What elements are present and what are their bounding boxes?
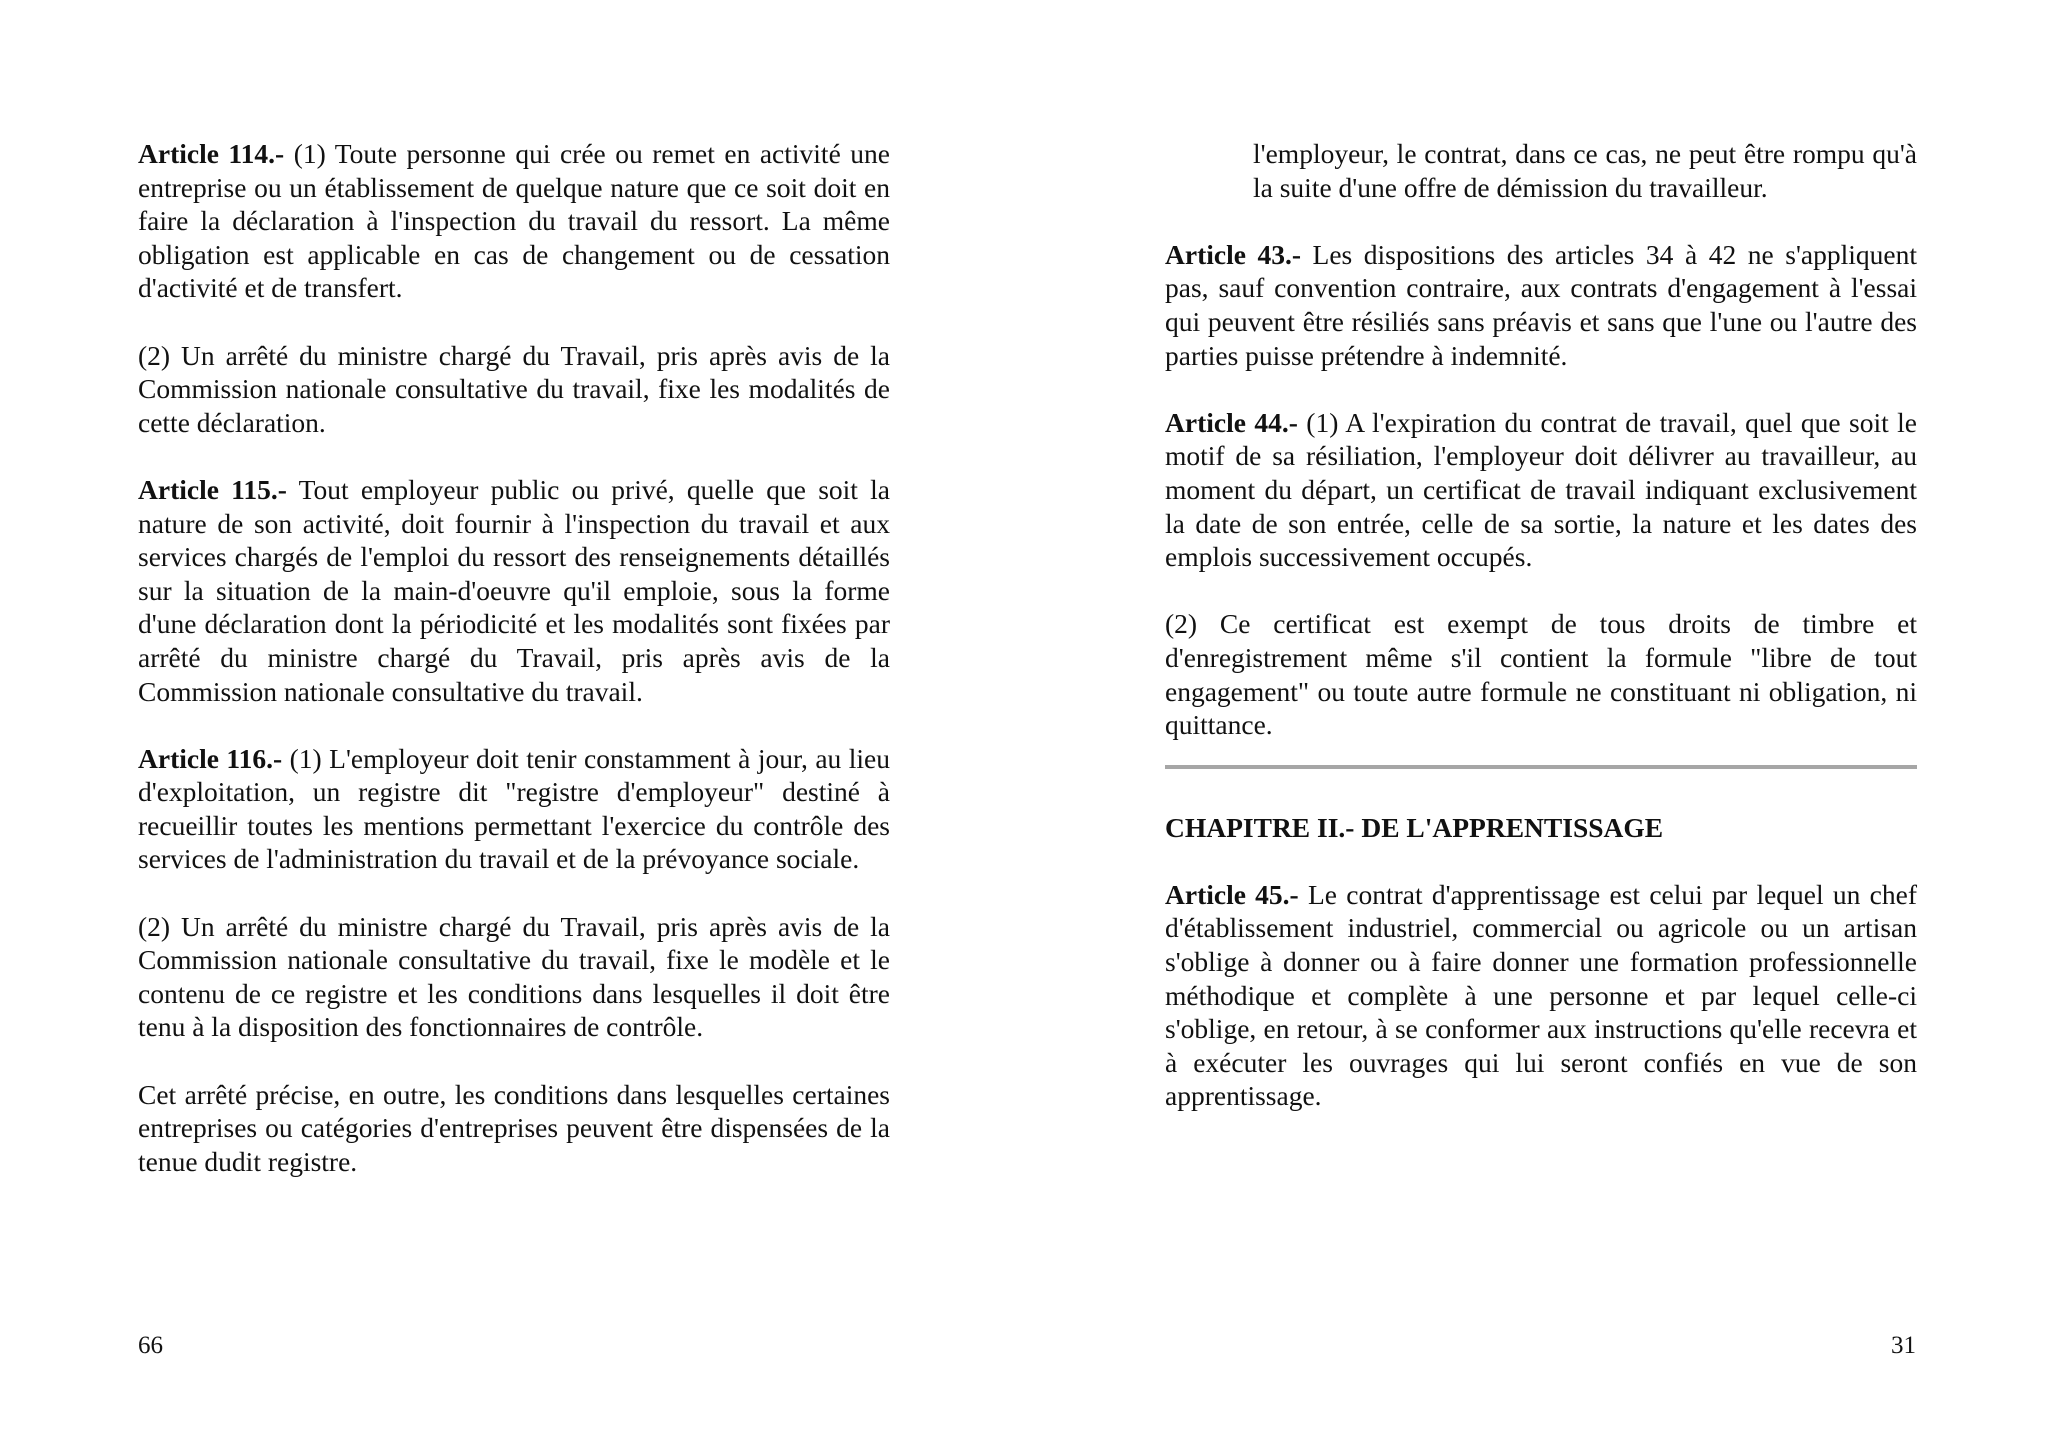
right-page	[1024, 0, 2048, 1447]
left-page-number: 66	[138, 1332, 163, 1359]
article-116-paragraph-3	[138, 1078, 890, 1179]
article-45-paragraph	[1165, 878, 1917, 1113]
article-44-paragraph-2	[1165, 607, 1917, 741]
article-115-paragraph	[138, 473, 890, 708]
article-115-paragraph-text: Tout employeur public ou privé, quelle que soit la nature de son activité, doit fournir à l'inspection du travail et aux services chargés de l'emploi du ressort des renseignements détaillés sur la situation de la main-d'oeuvre qu'il emploie, sous la forme d'une déclaration dont la périodicité et les modalités sont fixées par arrêté du ministre chargé du Travail, pris après avis de la Commission nationale consultative du travail.	[138, 473, 890, 707]
article-43-paragraph	[1165, 238, 1917, 372]
article-116-paragraph-2-text: (2) Un arrêté du ministre chargé du Travail, pris après avis de la Commission nationale consultative du travail, fixe le modèle et le contenu de ce registre et les conditions dans lesquelles il doit être tenu à la disposition des fonctionnaires de contrôle.	[138, 910, 890, 1043]
article-116-heading: Article 116.-	[138, 742, 283, 774]
article-44-heading: Article 44.-	[1165, 406, 1298, 438]
article-115-heading: Article 115.-	[138, 473, 287, 505]
article-44-paragraph-1	[1165, 406, 1917, 574]
article-114-heading: Article 114.-	[138, 138, 285, 169]
article-114-paragraph-1	[138, 137, 890, 305]
article-116-paragraph-1-text: (1) L'employeur doit tenir constamment à jour, au lieu d'exploitation, un registre dit "registre d'employeur" destiné à recueillir toutes les mentions permettant l'exercice du contrôle des services de l'administration du travail et de la prévoyance sociale.	[138, 742, 890, 875]
article-45-paragraph-text: Le contrat d'apprentissage est celui par lequel un chef d'établissement industriel, commercial ou agricole ou un artisan s'oblige à donner ou à faire donner une formation professionnelle méthodique et complète à une personne et par lequel celle-ci s'oblige, en retour, à se conformer aux instructions qu'elle recevra et à exécuter les ouvrages qui lui seront confiés en vue de son apprentissage.	[1165, 878, 1917, 1112]
article-116-paragraph-1	[138, 742, 890, 876]
article-114-paragraph-1-text: (1) Toute personne qui crée ou remet en activité une entreprise ou un établissement de quelque nature que ce soit doit en faire la déclaration à l'inspection du travail du ressort. La même obligation est applicable en cas de changement ou de cessation d'activité et de transfert.	[138, 138, 891, 304]
article-43-heading: Article 43.-	[1165, 238, 1301, 270]
continued-paragraph: l'employeur, le contrat, dans ce cas, ne peut être rompu qu'à la suite d'une offre de démission du travailleur.	[1253, 138, 1917, 203]
right-page-text-column	[1165, 137, 1917, 1147]
article-116-paragraph-3-text: Cet arrêté précise, en outre, les conditions dans lesquelles certaines entreprises ou catégories d'entreprises peuvent être dispensées de la tenue dudit registre.	[138, 1078, 890, 1177]
article-116-paragraph-2	[138, 910, 890, 1044]
article-114-paragraph-2-text: (2) Un arrêté du ministre chargé du Travail, pris après avis de la Commission nationale consultative du travail, fixe les modalités de cette déclaration.	[138, 339, 890, 438]
article-114-paragraph-2	[138, 339, 890, 440]
article-43-paragraph-text: Les dispositions des articles 34 à 42 ne s'appliquent pas, sauf convention contraire, aux contrats d'engagement à l'essai qui peuvent être résiliés sans préavis et sans que l'une ou l'autre des parties puisse prétendre à indemnité.	[1165, 238, 1917, 371]
article-45-heading: Article 45.-	[1165, 878, 1299, 910]
right-page-number: 31	[1891, 1332, 1916, 1359]
article-44-paragraph-2-text: (2) Ce certificat est exempt de tous droits de timbre et d'enregistrement même s'il contient la formule "libre de tout engagement" ou toute autre formule ne constituant ni obligation, ni quittance.	[1165, 608, 1917, 741]
chapter-title: CHAPITRE II.- DE L'APPRENTISSAGE	[1165, 811, 1664, 843]
section-divider	[1165, 765, 1917, 769]
article-44-paragraph-1-text: (1) A l'expiration du contrat de travail, quel que soit le motif de sa résiliation, l'employeur doit délivrer au travailleur, au moment du départ, un certificat de travail indiquant exclusivement la date de son entrée, celle de sa sortie, la nature et les dates des emplois successivement occupés.	[1165, 406, 1918, 573]
left-page-text-column	[138, 137, 890, 1212]
